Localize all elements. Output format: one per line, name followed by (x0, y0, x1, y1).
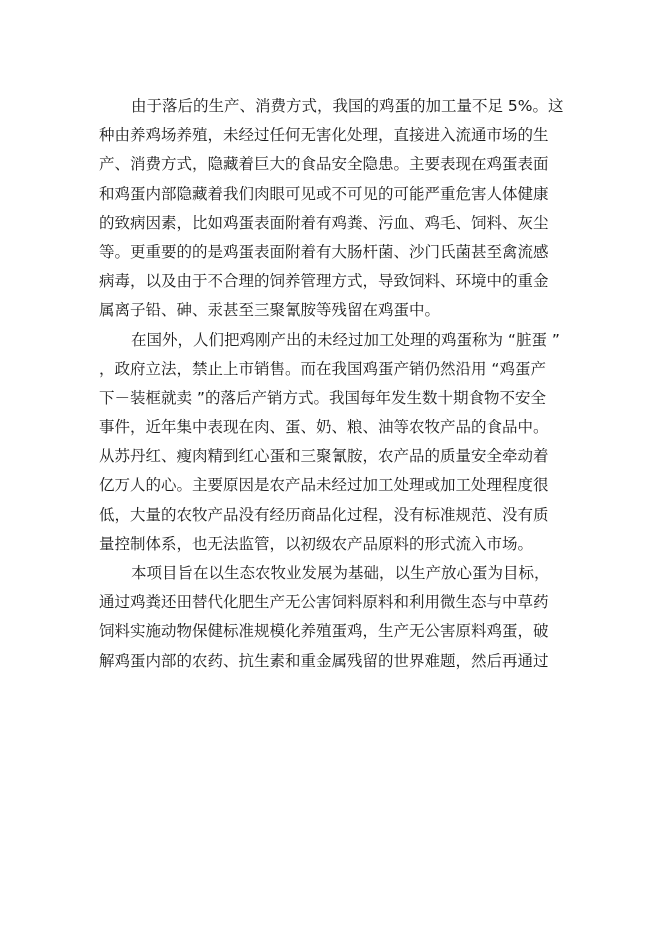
text-line: 产、消费方式，隐藏着巨大的食品安全隐患。主要表现在鸡蛋表面 (99, 155, 549, 174)
text-line: 通过鸡粪还田替代化肥生产无公害饲料原料和利用微生态与中草药 (99, 593, 549, 612)
text-line: 由于落后的生产、消费方式，我国的鸡蛋的加工量不足 5%。这 (131, 97, 564, 115)
text-line: 从苏丹红、瘦肉精到红心蛋和三聚氰胺，农产品的质量安全牵动着 (99, 447, 549, 466)
text-line: 量控制体系，也无法监管，以初级农产品原料的形式流入市场。 (99, 534, 534, 553)
text-line: ，政府立法，禁止上市销售。而在我国鸡蛋产销仍然沿用 “鸡蛋产 (99, 359, 546, 378)
text-line: 和鸡蛋内部隐藏着我们肉眼可见或不可见的可能严重危害人体健康 (99, 184, 549, 203)
body-text (99, 92, 569, 676)
text-line: 种由养鸡场养殖，未经过任何无害化处理，直接进入流通市场的生 (99, 126, 549, 145)
text-line: 属离子铅、砷、汞甚至三聚氰胺等残留在鸡蛋中。 (99, 301, 441, 320)
text-line: 饲料实施动物保健标准规模化养殖蛋鸡，生产无公害原料鸡蛋，破 (99, 622, 549, 641)
paragraph-3 (99, 559, 569, 676)
text-line: 事件，近年集中表现在肉、蛋、奶、粮、油等农牧产品的食品中。 (99, 418, 549, 437)
text-line: 等。更重要的的是鸡蛋表面附着有大肠杆菌、沙门氏菌甚至禽流感 (99, 242, 549, 261)
text-line: 下－装框就卖 ”的落后产销方式。我国每年发生数十期食物不安全 (99, 388, 546, 407)
text-line: 在国外，人们把鸡刚产出的未经过加工处理的鸡蛋称为 “脏蛋 ” (131, 330, 560, 349)
text-line: 本项目旨在以生态农牧业发展为基础，以生产放心蛋为目标， (131, 564, 550, 582)
text-line: 低，大量的农牧产品没有经历商品化过程，没有标准规范、没有质 (99, 505, 549, 524)
text-line: 解鸡蛋内部的农药、抗生素和重金属残留的世界难题，然后再通过 (99, 651, 549, 670)
paragraph-1 (99, 92, 569, 326)
text-line: 病毒，以及由于不合理的饲养管理方式，导致饲料、环境中的重金 (99, 272, 549, 291)
text-line: 的致病因素，比如鸡蛋表面附着有鸡粪、污血、鸡毛、饲料、灰尘 (99, 213, 549, 232)
text-line: 亿万人的心。主要原因是农产品未经过加工处理或加工处理程度很 (99, 476, 549, 495)
paragraph-2 (99, 326, 569, 560)
